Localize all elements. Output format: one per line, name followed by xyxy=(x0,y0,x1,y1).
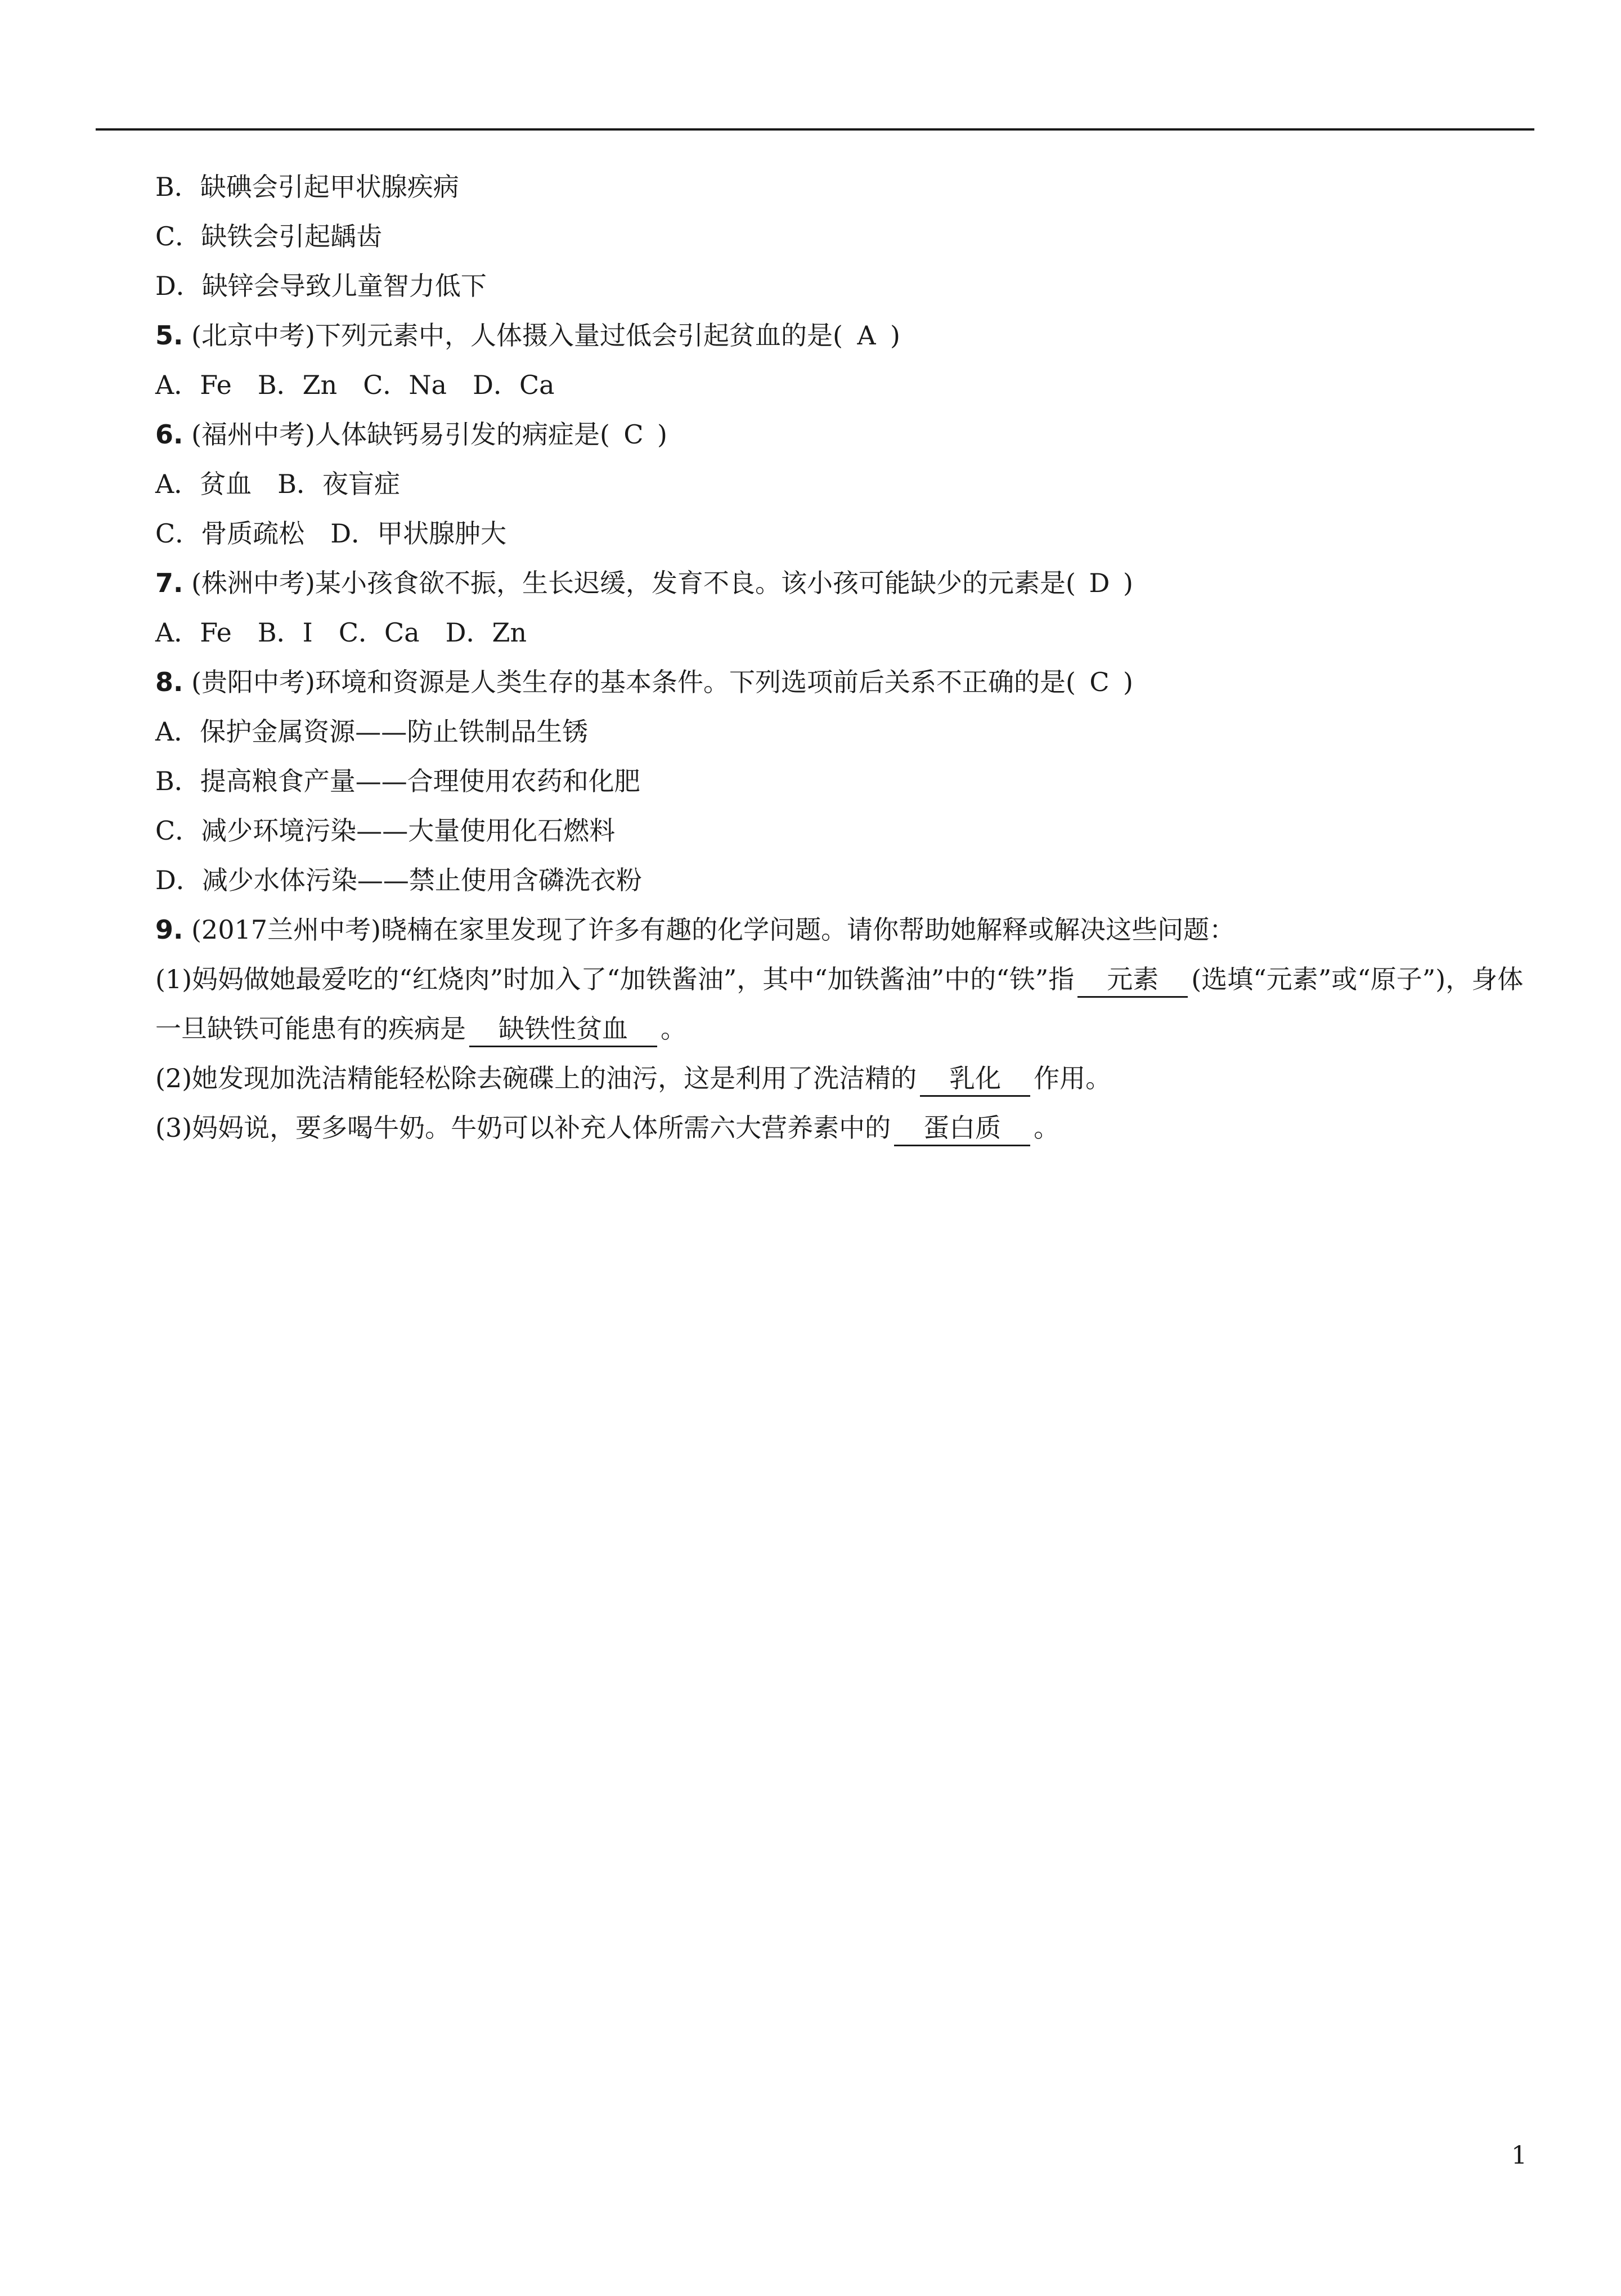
question-8-option-c: C．减少环境污染——大量使用化石燃料 xyxy=(155,815,616,846)
part-text: (选填“元素”或“原子”)，身体一旦缺铁可能患有的疾病是 xyxy=(155,964,1524,1044)
question-number: 6. xyxy=(155,419,183,450)
question-9 xyxy=(96,905,1534,954)
answer-choice: C xyxy=(623,419,644,450)
question-number: 7. xyxy=(155,568,183,598)
question-6-options-2: C．骨质疏松 D．甲状腺肿大 xyxy=(155,518,507,549)
close-paren: ) xyxy=(890,320,900,351)
question-number: 9. xyxy=(155,914,183,945)
question-text: (株洲中考)某小孩食欲不振，生长迟缓，发育不良。该小孩可能缺少的元素是( xyxy=(191,568,1076,598)
answer-choice: D xyxy=(1089,568,1110,598)
page-content xyxy=(96,162,1534,1153)
question-9-part-2 xyxy=(96,1053,1534,1103)
question-6 xyxy=(96,410,1534,459)
question-number: 5. xyxy=(155,320,183,351)
page-number: 1 xyxy=(1511,2141,1527,2170)
header-rule xyxy=(96,128,1534,131)
question-text: (贵阳中考)环境和资源是人类生存的基本条件。下列选项前后关系不正确的是( xyxy=(191,667,1076,697)
question-5 xyxy=(96,311,1534,360)
part-text: 。 xyxy=(1034,1113,1060,1143)
question-6-options-1: A．贫血 B．夜盲症 xyxy=(155,469,401,499)
part-text: (3)妈妈说，要多喝牛奶。牛奶可以补充人体所需六大营养素中的 xyxy=(155,1113,891,1143)
question-9-part-3 xyxy=(96,1103,1534,1153)
option-d-line: D．缺锌会导致儿童智力低下 xyxy=(155,271,487,301)
close-paren: ) xyxy=(657,419,667,450)
option-b-line: B．缺碘会引起甲状腺疾病 xyxy=(155,172,459,202)
question-9-part-1 xyxy=(96,954,1534,1053)
part-text: (1)妈妈做她最爱吃的“红烧肉”时加入了“加铁酱油”，其中“加铁酱油”中的“铁”指 xyxy=(155,964,1075,994)
fill-blank-answer: 蛋白质 xyxy=(894,1111,1030,1146)
part-text: 。 xyxy=(661,1014,686,1044)
part-text: 作用。 xyxy=(1034,1063,1112,1093)
answer-choice: A xyxy=(857,320,876,351)
question-text: (福州中考)人体缺钙易引发的病症是( xyxy=(191,419,610,450)
question-8-option-d: D．减少水体污染——禁止使用含磷洗衣粉 xyxy=(155,865,642,895)
close-paren: ) xyxy=(1122,667,1133,697)
question-8 xyxy=(96,657,1534,707)
question-7 xyxy=(96,558,1534,608)
question-text: (2017兰州中考)晓楠在家里发现了许多有趣的化学问题。请你帮助她解释或解决这些问题： xyxy=(191,914,1236,945)
question-8-option-a: A．保护金属资源——防止铁制品生锈 xyxy=(155,716,589,747)
part-text: (2)她发现加洗洁精能轻松除去碗碟上的油污，这是利用了洗洁精的 xyxy=(155,1063,917,1093)
answer-choice: C xyxy=(1089,667,1110,697)
question-8-option-b: B．提高粮食产量——合理使用农药和化肥 xyxy=(155,766,640,796)
fill-blank-answer: 乳化 xyxy=(920,1061,1030,1097)
question-number: 8. xyxy=(155,667,183,697)
question-7-options: A．Fe B．I C．Ca D．Zn xyxy=(155,617,527,648)
question-text: (北京中考)下列元素中，人体摄入量过低会引起贫血的是( xyxy=(191,320,843,351)
fill-blank-answer: 缺铁性贫血 xyxy=(469,1012,657,1047)
fill-blank-answer: 元素 xyxy=(1077,962,1188,998)
question-5-options: A．Fe B．Zn C．Na D．Ca xyxy=(155,370,555,400)
close-paren: ) xyxy=(1122,568,1133,598)
option-c-line: C．缺铁会引起龋齿 xyxy=(155,221,383,252)
